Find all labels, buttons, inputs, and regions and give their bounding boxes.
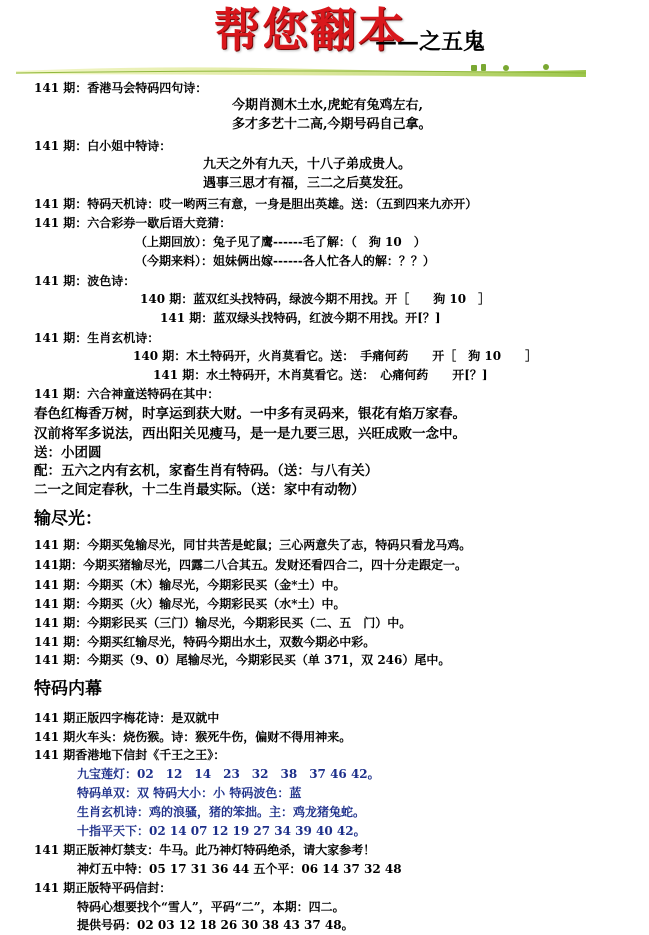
poem-bxj-header: 141 期：白小姐中特诗： [34,139,172,153]
child-line-1: 春色红梅香万树，时享运到获大财。一中多有灵码来，银花有焰万家春。 [34,406,466,422]
poem-bxj-line-2: 遇事三思才有福，三二之后莫发狂。 [203,176,412,191]
lose-line-4: 141 期：今期买（火）输尽光，今期彩民买（水*土）中。 [34,597,346,611]
zodiac-poem-140: 140 期：木土特码开，火肖莫看它。送： 手痛何药 开［ 狗 10 ］ [133,349,538,363]
child-header: 141 期：六合神童送特码在其中： [34,387,220,401]
page-subtitle: ——之五鬼 [375,29,486,55]
child-match-2: 二一之间定春秋，十二生肖最实际。（送：家中有动物） [34,482,365,498]
lose-line-6: 141 期：今期买红输尽光，特码今期出水土，双数今期必中彩。 [34,635,376,649]
riddle-current: （今期来料）：姐妹俩出嫁------各人忙各人的解：？？） [135,254,435,268]
poem-hk-line-1: 今期肖测木土水,虎蛇有兔鸡左右, [232,98,424,113]
poem-hk-line-2: 多才多艺十二高,今期号码自己拿。 [232,117,432,132]
lose-line-3: 141 期：今期买（木）输尽光，今期彩民买（金*土）中。 [34,578,346,592]
poem-bxj-line-1: 九天之外有九天，十八子弟成贵人。 [203,157,412,172]
inside-flat-envelope: 141 期正版特平码信封： [34,881,172,895]
wave-color-header: 141 期：波色诗： [34,274,136,288]
zodiac-poem-141: 141 期：水土特码开，木肖莫看它。送： 心痛何药 开[？] [153,368,488,382]
riddle-previous: （上期回放）：兔子见了鹰------毛了解：（ 狗 10 ） [135,235,426,249]
section-heading-lose: 输尽光： [34,509,102,529]
inside-train-head: 141 期火车头：烧伤猴。诗：猴死牛伤，偏财不得用神来。 [34,730,352,744]
inside-numbers-provided: 提供号码：02 03 12 18 26 30 38 43 37 48。 [77,918,354,932]
page-title: 帮您翻本 [214,3,406,57]
lose-line-2: 141期：今期买猪输尽光，四露二八合其五。发财还看四合二，四十分走跟定一。 [34,558,468,572]
lose-line-1: 141 期：今期买兔输尽光，同甘共苦是蛇鼠；三心两意失了志，特码只看龙马鸡。 [34,538,472,552]
inside-lamp-numbers: 神灯五中特：05 17 31 36 44 五个平：06 14 37 32 48 [77,862,402,876]
lose-line-7: 141 期：今期买（9、0）尾输尽光，今期彩民买（单 371，双 246）尾中。 [34,653,451,667]
lose-line-5: 141 期：今期彩民买（三门）输尽光，今期彩民买（二、五 门）中。 [34,616,412,630]
wave-color-141: 141 期：蓝双绿头找特码，红波今期不用找。开[？] [160,311,441,325]
section-heading-inside: 特码内幕 [34,679,102,699]
child-gift: 送：小团圆 [34,445,102,461]
inside-envelope-header: 141 期香港地下信封《千王之王》： [34,748,226,762]
inside-plum-poem: 141 期正版四字梅花诗：是双就中 [34,711,220,725]
inside-odd-even: 特码单双：双 特码大小：小 特码波色：蓝 [77,786,302,800]
child-match-1: 配：五六之内有玄机，家畜生肖有特码。（送：与八有关） [34,463,379,479]
tianji-poem: 141 期：特码天机诗：哎一哟两三有意，一身是胆出英雄。送：（五到四来九亦开） [34,197,478,211]
child-line-2: 汉前将军多说法，西出阳关见瘦马，是一是九要三思，兴旺成败一念中。 [34,426,466,442]
wave-color-140: 140 期：蓝双红头找特码，绿波今期不用找。开［ 狗 10 ］ [140,292,491,306]
poem-hk-header: 141 期：香港马会特码四句诗： [34,81,208,95]
inside-zodiac-poem: 生肖玄机诗：鸡的浪骚，猪的笨拙。主：鸡龙猪兔蛇。 [77,805,366,819]
inside-lantern-numbers: 九宝莲灯：02 12 14 23 32 38 37 46 42。 [77,767,380,781]
inside-lamp-ban: 141 期正版神灯禁支：牛马。此乃神灯特码绝杀，请大家参考！ [34,843,376,857]
header-decoration-icon [16,64,586,78]
inside-snowman: 特码心想要找个“雪人”，平码“二”，本期：四二。 [77,900,345,914]
inside-ten-fingers: 十指平天下：02 14 07 12 19 27 34 39 40 42。 [77,824,366,838]
zodiac-poem-header: 141 期：生肖玄机诗： [34,331,160,345]
riddle-header: 141 期：六合彩券一歇后语大竞猜： [34,216,232,230]
